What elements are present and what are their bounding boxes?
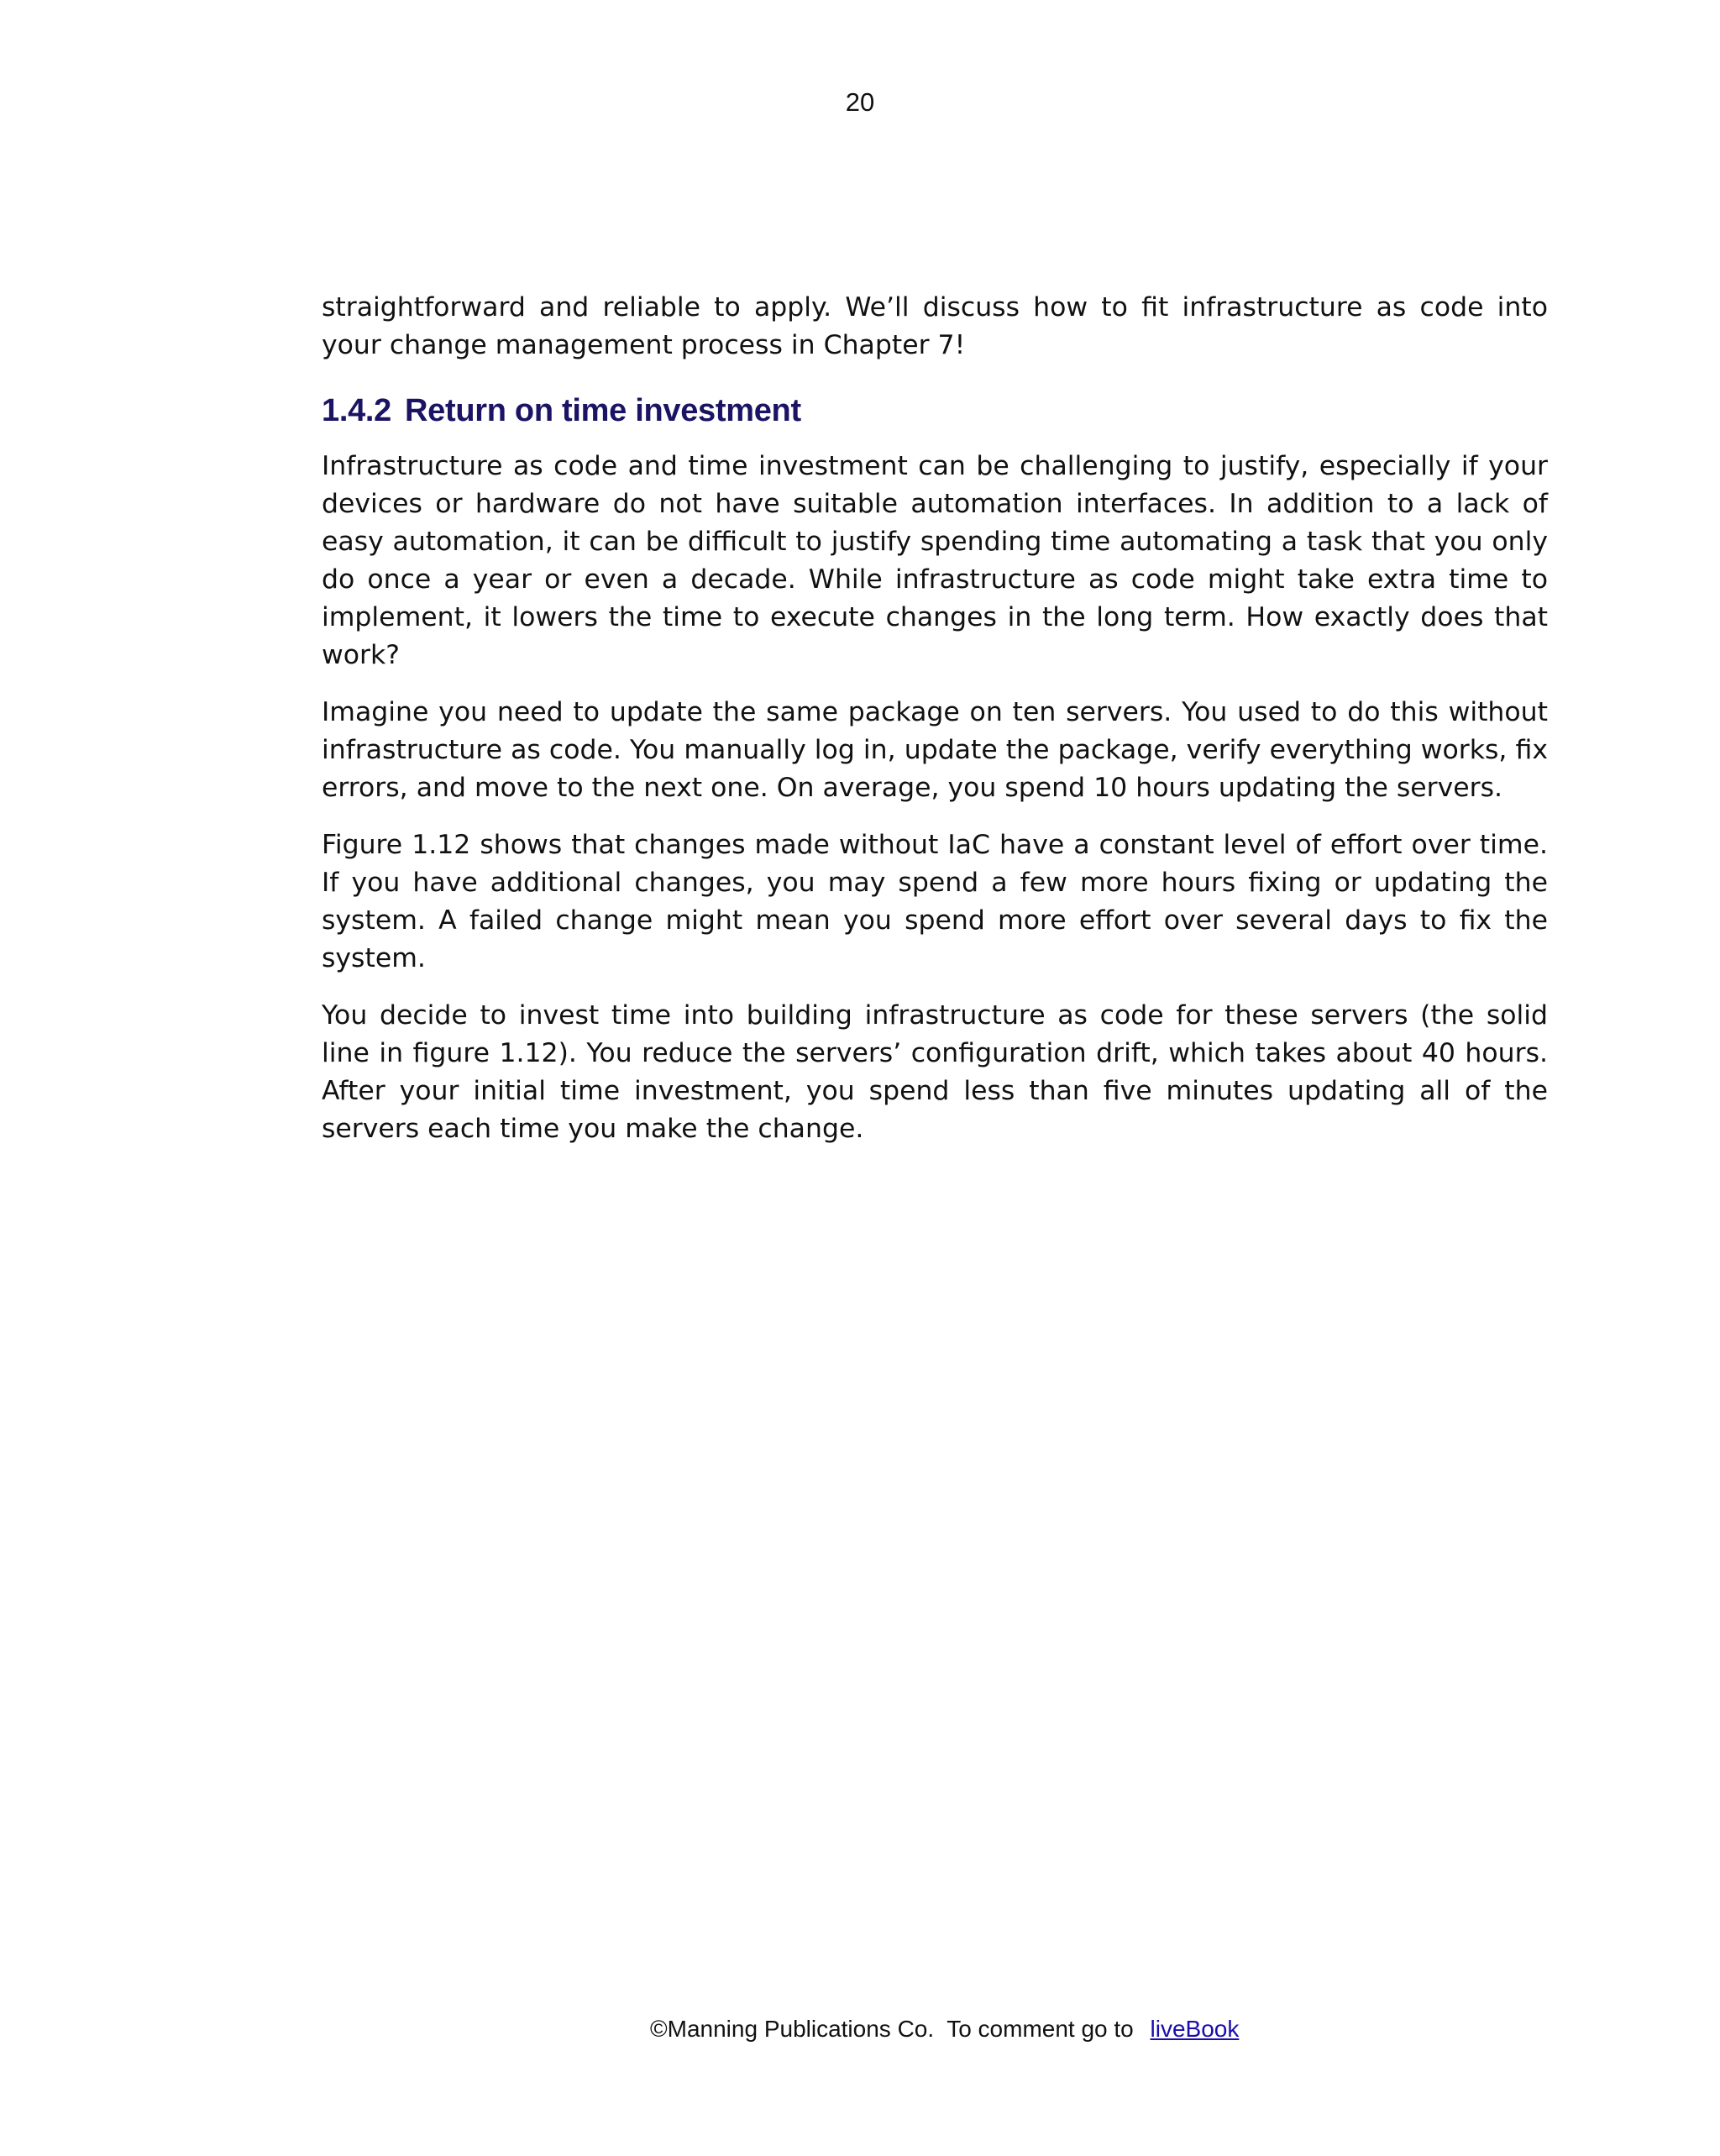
intro-paragraph: straightforward and reliable to apply. We’ll discuss how to fit infrastructure as code into your change management process in Chapter 7! xyxy=(322,292,1548,360)
livebook-link[interactable]: liveBook xyxy=(1150,2016,1240,2042)
section-number: 1.4.2 xyxy=(322,393,392,428)
footer-copyright: ©Manning Publications Co. To comment go to xyxy=(650,2016,1141,2042)
paragraph: Infrastructure as code and time investment can be challenging to justify, especially if your devices or hardware do not have suitable automation interfaces. In addition to a lack of easy automation, it can be difficult to justify spending time automating a task that you only do once a year or even a decade. While infrastructure as code might take extra time to implement, it lowers the time to execute changes in the long term. How exactly does that work? xyxy=(322,451,1548,670)
page-body xyxy=(322,289,1548,1167)
page-number: 20 xyxy=(845,87,875,117)
paragraph: Imagine you need to update the same package on ten servers. You used to do this without infrastructure as code. You manually log in, update the package, verify everything works, fix errors, and move to the next one. On average, you spend 10 hours updating the servers. xyxy=(322,697,1548,803)
footer xyxy=(650,2016,1239,2043)
section-title: Return on time investment xyxy=(405,393,801,428)
section-heading xyxy=(322,392,1548,429)
paragraph: You decide to invest time into building infrastructure as code for these servers (the solid line in figure 1.12). You reduce the servers’ configuration drift, which takes about 40 hours. After your initial time investment, you spend less than five minutes updating all of the servers each time you make the change. xyxy=(322,1000,1548,1144)
paragraph: Figure 1.12 shows that changes made without IaC have a constant level of effort over time. If you have additional changes, you may spend a few more hours fixing or updating the system. A failed change might mean you spend more effort over several days to fix the system. xyxy=(322,830,1548,973)
